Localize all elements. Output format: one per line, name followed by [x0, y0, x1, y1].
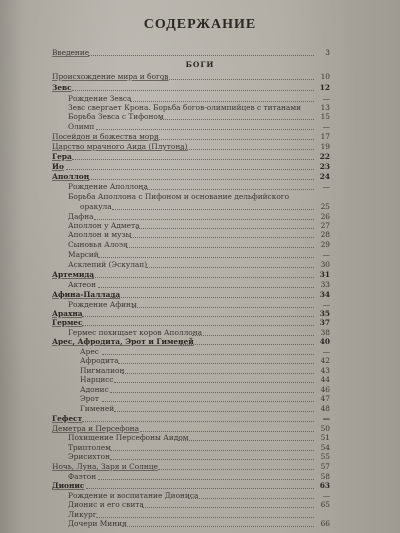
leader-dots [132, 307, 314, 308]
leader-dots [112, 209, 314, 210]
toc-entry-page: 57 [320, 462, 330, 471]
toc-entry-label: Фаэтон [68, 472, 97, 481]
section-heading: БОГИ [185, 60, 215, 69]
toc-entry-label: Гефест [52, 414, 83, 423]
toc-entry-page: 24 [319, 172, 330, 181]
toc-entry [68, 519, 330, 530]
toc-entry-page: 48 [320, 404, 330, 413]
toc-entry-label: Олимп [68, 122, 95, 131]
toc-entry-page: 66 [320, 519, 330, 528]
toc-entry-page: 27 [320, 221, 330, 230]
leader-dots [102, 401, 314, 402]
leader-dots [122, 526, 314, 527]
leader-dots [96, 129, 314, 130]
toc-entry-page: 10 [320, 72, 330, 81]
toc-entry-label: Марсий [68, 250, 99, 259]
toc-entry-label: Афродита [80, 356, 119, 365]
toc-entry-label: Арес, Афродита, Эрот и Гименей [52, 337, 194, 346]
leader-dots [72, 90, 314, 91]
leader-dots [98, 479, 314, 480]
toc-entry-label: Адонис [80, 385, 109, 394]
leader-dots [92, 277, 314, 278]
toc-entry-page: 42 [320, 356, 330, 365]
toc-entry-page: 23 [319, 162, 330, 171]
toc-entry-page: — [322, 491, 330, 500]
leader-dots [102, 354, 314, 355]
toc-entry-page: — [322, 182, 330, 191]
toc-entry-page: 19 [320, 142, 330, 151]
leader-dots [192, 335, 314, 336]
leader-dots [82, 325, 314, 326]
toc-entry-page: — [322, 347, 330, 356]
toc-entry-page: 34 [319, 290, 330, 299]
leader-dots [146, 267, 314, 268]
leader-dots [158, 469, 314, 470]
toc-entry-label: Гера [52, 152, 72, 161]
toc-entry-label: Дионис [52, 481, 85, 490]
leader-dots [178, 440, 314, 441]
toc-entry-label: Происхождение мира и богов [52, 72, 169, 81]
toc-entry-label: Асклепий (Эскулап) [68, 260, 148, 269]
leader-dots [88, 55, 314, 56]
toc-entry-label: Рождение Аполлона [68, 182, 148, 191]
leader-dots [142, 189, 314, 190]
toc-entry-label: Дафна [68, 212, 94, 221]
toc-entry-page: 12 [319, 83, 330, 92]
leader-dots [110, 450, 314, 451]
leader-dots [154, 139, 314, 140]
toc-entry-label: Борьба Аполлона с Пифоном и основание дельфийского [68, 192, 290, 201]
toc-entry-label: Аполлон [52, 172, 90, 181]
toc-entry-label: Гермес [52, 318, 83, 327]
toc-entry-label: Артемида [52, 270, 95, 279]
leader-dots [94, 219, 314, 220]
toc-entry-label: Пигмалион [80, 366, 125, 375]
toc-entry-label: Гименей [80, 404, 115, 413]
toc-entry-page: 50 [320, 424, 330, 433]
leader-dots [86, 488, 314, 489]
leader-dots [114, 382, 314, 383]
leader-dots [136, 228, 314, 229]
toc-entry-label: Посейдон и божества моря [52, 132, 159, 141]
toc-entry-label: Нарцисс [80, 375, 114, 384]
leader-dots [130, 237, 314, 238]
toc-entry-label: Похищение Персефоны Аидом [68, 433, 189, 442]
leader-dots [110, 392, 314, 393]
toc-entry-label: Арес [80, 347, 99, 356]
toc-entry-label: Актеон [68, 280, 97, 289]
leader-dots [88, 179, 314, 180]
toc-entry-page: 30 [320, 260, 330, 269]
toc-entry-page: 44 [320, 375, 330, 384]
toc-entry-page: 13 [320, 103, 330, 112]
toc-entry-label: Ночь, Луна, Заря и Солнце [52, 462, 158, 471]
toc-entry-label: Ликург [68, 510, 97, 519]
toc-entry-page: 51 [320, 433, 330, 442]
leader-dots [126, 247, 314, 248]
toc-entry [52, 72, 330, 83]
leader-dots [98, 287, 314, 288]
toc-entry-label: Зевс свергает Крона. Борьба богов-олимпийцев с титанами [68, 103, 302, 112]
toc-entry-label: Введение [52, 48, 90, 57]
leader-dots [66, 169, 314, 170]
toc-entry-label: Дочери Миния [68, 519, 127, 528]
toc-entry-page: 15 [320, 112, 330, 121]
leader-dots [72, 159, 314, 160]
toc-entry-page: 38 [320, 328, 330, 337]
toc-entry-label: Аполлон и музы [68, 230, 132, 239]
toc-entry-label: Триптолем [68, 443, 111, 452]
toc-entry-label: Деметра и Персефона [52, 424, 139, 433]
toc-entry-label: оракула [80, 202, 112, 211]
toc-entry-page: 33 [320, 280, 330, 289]
leader-dots [98, 257, 314, 258]
toc-entry-label: Эрот [80, 394, 99, 403]
leader-dots [142, 507, 314, 508]
page-title: СОДЕРЖАНИЕ [143, 17, 257, 32]
toc-entry-page: 63 [319, 481, 330, 490]
toc-entry-label: Дионис и его свита [68, 500, 144, 509]
leader-dots [162, 79, 314, 80]
toc-entry-page: 31 [319, 270, 330, 279]
leader-dots [114, 411, 314, 412]
toc-entry-page: — [322, 300, 330, 309]
toc-entry-label: Эрисихтон [68, 452, 111, 461]
leader-dots [180, 344, 314, 345]
toc-entry-label: Гермес похищает коров Аполлона [68, 328, 203, 337]
toc-entry-page: 3 [325, 48, 330, 57]
toc-entry-label: Рождение Зевса [68, 94, 132, 103]
toc-entry-label: Рождение Афины [68, 300, 137, 309]
leader-dots [118, 363, 314, 364]
leader-dots [160, 119, 314, 120]
toc-entry-label: Сыновья Алоэя [68, 240, 128, 249]
leader-dots [122, 373, 314, 374]
leader-dots [82, 316, 314, 317]
leader-dots [188, 498, 314, 499]
toc-entry-page: 22 [319, 152, 330, 161]
toc-entry-page: — [322, 250, 330, 259]
toc-entry-page: 37 [319, 318, 330, 327]
toc-entry-page: 47 [320, 394, 330, 403]
toc-entry [52, 48, 330, 59]
toc-entry-page: 26 [320, 212, 330, 221]
toc-entry-page: 29 [320, 240, 330, 249]
leader-dots [180, 149, 314, 150]
toc-entry-page: 28 [320, 230, 330, 239]
toc-entry-label: Борьба Зевса с Тифоном [68, 112, 164, 121]
toc-entry-page: — [322, 94, 330, 103]
toc-entry-page: 25 [320, 202, 330, 211]
toc-entry-label: Царство мрачного Аида (Плутона) [52, 142, 188, 151]
toc-entry-label: Афина-Паллада [52, 290, 121, 299]
leader-dots [110, 459, 314, 460]
toc-entry-page: 58 [320, 472, 330, 481]
leader-dots [112, 297, 314, 298]
toc-entry-page: 55 [320, 452, 330, 461]
leader-dots [96, 517, 314, 518]
toc-entry-label: Ио [52, 162, 64, 171]
toc-entry-label: Арахна [52, 309, 83, 318]
toc-entry-page: 54 [320, 443, 330, 452]
toc-entry-label: Рождение и воспитание Диониса [68, 491, 199, 500]
toc-entry-label: Аполлон у Адмета [68, 221, 140, 230]
toc-entry-page: — [322, 122, 330, 131]
toc-entry-page: — [322, 414, 330, 423]
toc-entry-label: Зевс [52, 83, 72, 92]
toc-entry-page: 46 [320, 385, 330, 394]
toc-entry-page: 17 [320, 132, 330, 141]
leader-dots [130, 101, 314, 102]
toc-entry-page: 35 [319, 309, 330, 318]
toc-entry-page: 65 [320, 500, 330, 509]
toc-entry-page: 40 [319, 337, 330, 346]
toc-entry [52, 83, 330, 94]
leader-dots [82, 421, 314, 422]
leader-dots [140, 431, 314, 432]
toc-entry-page: 43 [320, 366, 330, 375]
